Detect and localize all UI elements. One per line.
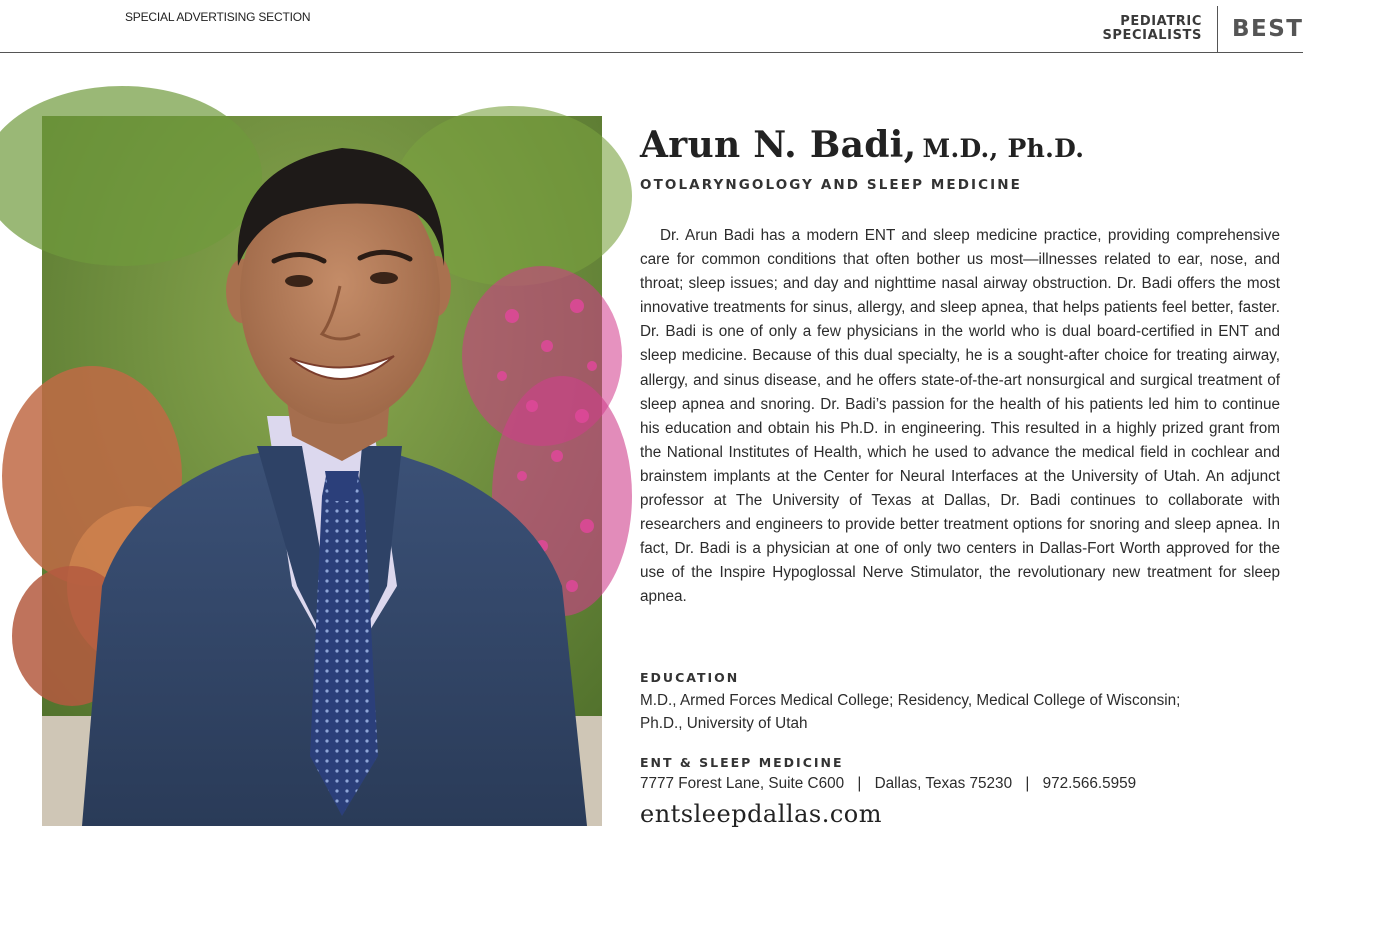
- website-url: entsleepdallas.com: [640, 800, 882, 828]
- section-name-line2: SPECIALISTS: [1102, 28, 1202, 43]
- doctor-portrait-photo: [42, 116, 636, 926]
- biography-paragraph: Dr. Arun Badi has a modern ENT and sleep medicine practice, providing comprehensive care for common conditions that often bother us most—illnesses related to ear, nose, and throat; sleep issues; and day and nighttime nasal airway obstruction. Dr. Badi offers the most innovative treatments for sinus, allergy, and sleep apnea, that helps patients feel better, faster. Dr. Badi is one of only a few physicians in the world who is dual board-certified in ENT and sleep medicine. Because of this dual specialty, he is a sought-after choice for treating airway, allergy, and sinus disease, and he offers state-of-the-art nonsurgical and surgical treatment of sleep apnea and snoring. Dr. Badi’s passion for the health of his patients led him to continue his education and obtain his Ph.D. in engineering. This resulted in a highly prized grant from the National Institutes of Health, which he used to advance the medical field in cochlear and brainstem implants at the Center for Neural Interfaces at the University of Utah. An adjunct professor at The University of Texas at Dallas, Dr. Badi continues to collaborate with researchers and engineers to provide better treatment options for snoring and sleep apnea. In fact, Dr. Badi is a physician at one of only two centers in Dallas-Fort Worth approved for the use of the Inspire Hypoglossal Nerve Stimulator, the revolutionary new treatment for sleep apnea.: [640, 227, 1280, 606]
- doctor-credentials: M.D., Ph.D.: [922, 134, 1085, 163]
- education-details: [640, 689, 1280, 735]
- specialty-title: OTOLARYNGOLOGY AND SLEEP MEDICINE: [640, 177, 1023, 193]
- practice-address: [640, 775, 1136, 793]
- section-name-line1: PEDIATRIC: [1120, 14, 1202, 29]
- practice-heading: ENT & SLEEP MEDICINE: [640, 755, 844, 770]
- street-address: 7777 Forest Lane, Suite C600: [640, 775, 845, 792]
- address-separator: |: [857, 775, 862, 792]
- education-heading: EDUCATION: [640, 670, 740, 685]
- education-line1: M.D., Armed Forces Medical College; Residency, Medical College of Wisconsin;: [640, 692, 1181, 709]
- brand-wordmark: BEST: [1232, 16, 1304, 42]
- header-divider: [1217, 6, 1218, 52]
- doctor-name-text: Arun N. Badi,: [640, 124, 917, 166]
- doctor-name: [640, 124, 1084, 166]
- education-line2: Ph.D., University of Utah: [640, 715, 808, 732]
- address-separator: |: [1025, 775, 1030, 792]
- header-rule: [0, 52, 1303, 53]
- photo-credit: VANESSA GAVALYA: [626, 838, 636, 926]
- city-state-zip: Dallas, Texas 75230: [874, 775, 1013, 792]
- magazine-section-header: [1100, 6, 1303, 52]
- advertising-section-label: SPECIAL ADVERTISING SECTION: [125, 10, 311, 24]
- section-name: [1102, 15, 1202, 43]
- phone-number: 972.566.5959: [1042, 775, 1137, 792]
